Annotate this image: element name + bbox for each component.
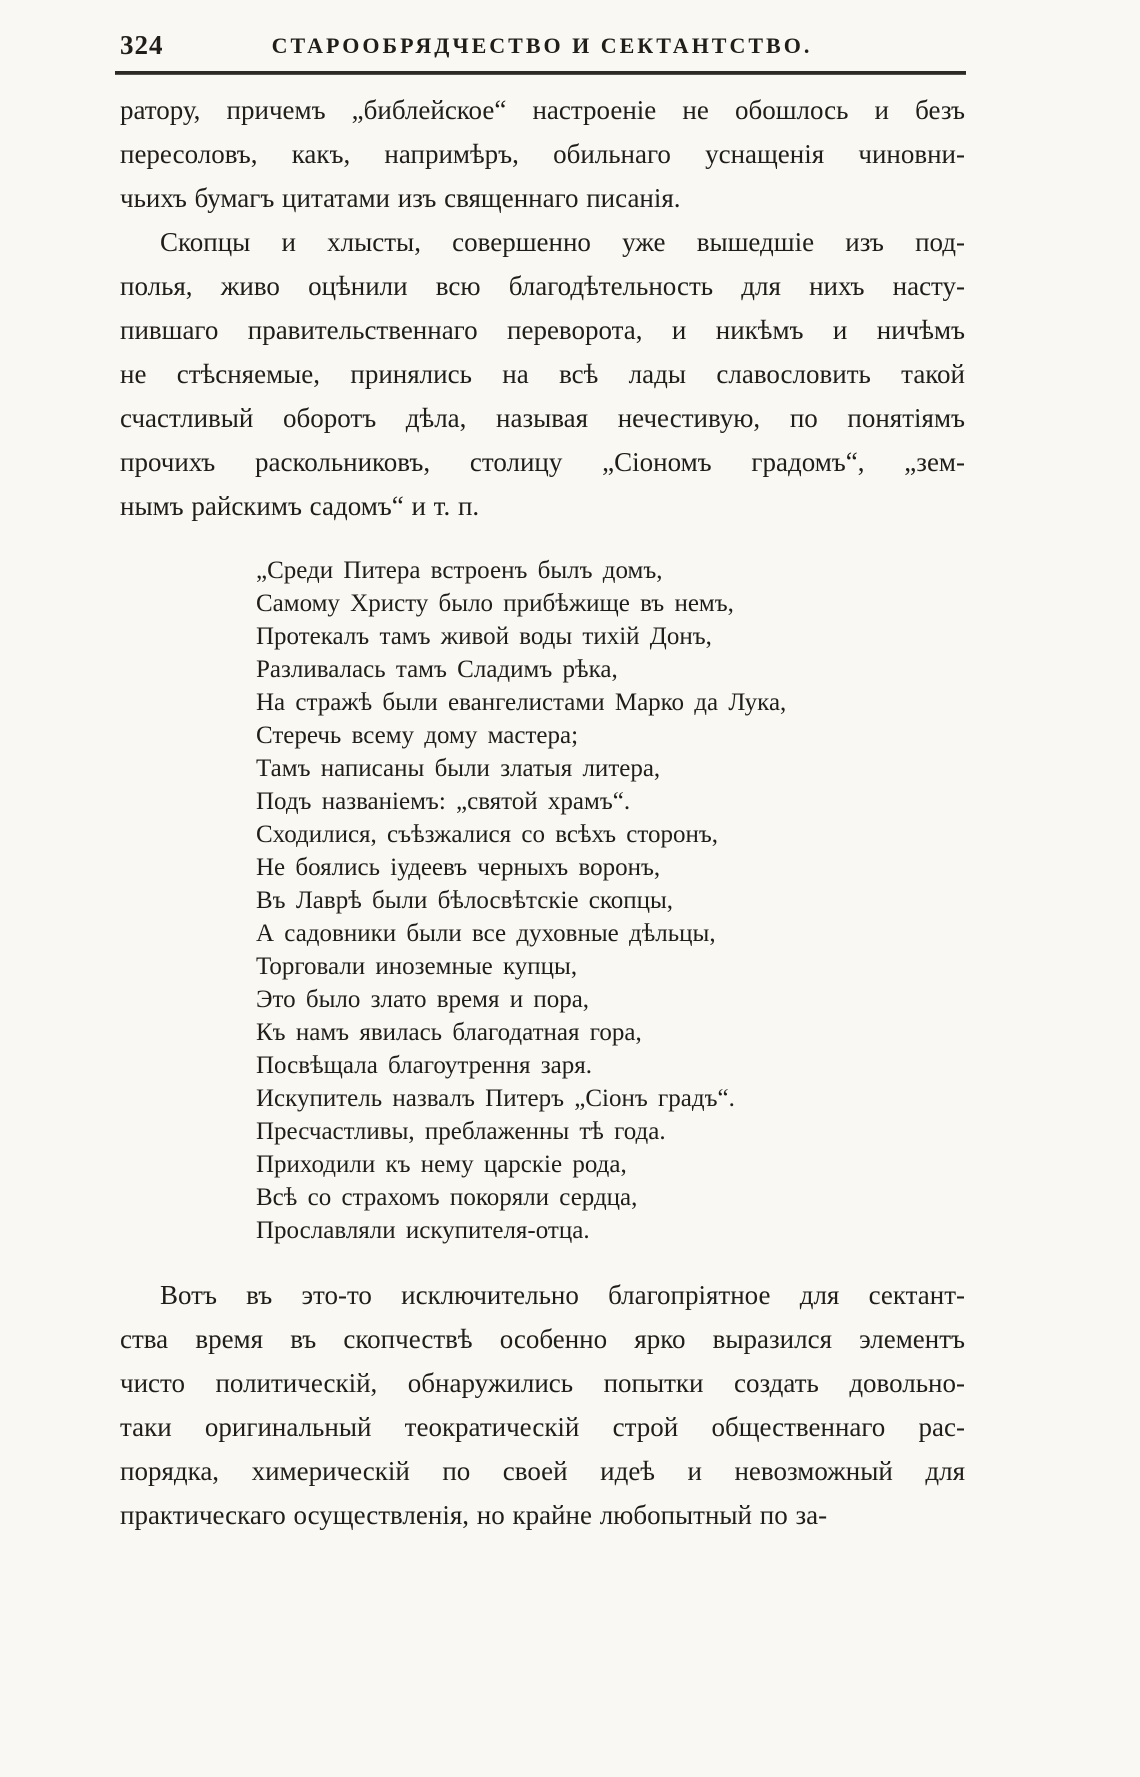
text-line: чьихъ бумагъ цитатами изъ священнаго писанія.: [120, 183, 681, 213]
verse-line: „Среди Питера встроенъ былъ домъ,: [256, 557, 663, 584]
verse-line: Стеречь всему дому мастера;: [256, 722, 579, 749]
verse-line: Подъ названіемъ: „святой храмъ“.: [256, 788, 631, 815]
text-line: полья, живо оцѣнили всю благодѣтельность для нихъ насту-: [120, 271, 965, 301]
verse-line: Самому Христу было прибѣжище въ немъ,: [256, 590, 734, 617]
verse-line: Къ намъ явилась благодатная гора,: [256, 1019, 642, 1046]
text-line: пересоловъ, какъ, напримѣръ, обильнаго уснащенія чиновни-: [120, 139, 965, 169]
text-line: нымъ райскимъ садомъ“ и т. п.: [120, 491, 480, 521]
verse-line: Не боялись іудеевъ черныхъ воронъ,: [256, 854, 661, 881]
text-line: практическаго осуществленія, но крайне любопытный по за-: [120, 1500, 828, 1530]
text-line: таки оригинальный теократическій строй общественнаго рас-: [120, 1412, 965, 1442]
text-line: ратору, причемъ „библейское“ настроеніе не обошлось и безъ: [120, 95, 965, 125]
paragraph-skoptsy: [120, 220, 965, 528]
text-line: прочихъ раскольниковъ, столицу „Сіономъ градомъ“, „зем-: [120, 447, 965, 477]
text-line: счастливый оборотъ дѣла, называя нечестивую, по понятіямъ: [120, 403, 965, 433]
verse-line: А садовники были все духовные дѣльцы,: [256, 920, 716, 947]
verse-line: Искупитель назвалъ Питеръ „Сіонъ градъ“.: [256, 1085, 735, 1112]
text-line: пившаго правительственнаго переворота, и никѣмъ и ничѣмъ: [120, 315, 965, 345]
text-line: порядка, химерическій по своей идеѣ и невозможный для: [120, 1456, 965, 1486]
verse-line: На стражѣ были евангелистами Марко да Лука,: [256, 689, 787, 716]
verse-line: Посвѣщала благоутрення заря.: [256, 1052, 592, 1079]
verse-line: Торговали иноземные купцы,: [256, 953, 578, 980]
verse-line: Пресчастливы, преблаженны тѣ года.: [256, 1118, 666, 1145]
running-header-title: СТАРООБРЯДЧЕСТВО И СЕКТАНТСТВО.: [271, 33, 813, 58]
verse-line: Сходилися, съѣзжалися со всѣхъ сторонъ,: [256, 821, 719, 848]
text-block: [120, 88, 965, 1537]
verse-block: [256, 554, 965, 1247]
verse-line: Прославляли искупителя-отца.: [256, 1217, 590, 1244]
verse-line: Приходили къ нему царскіе рода,: [256, 1151, 627, 1178]
text-line: Скопцы и хлысты, совершенно уже вышедшіе изъ под-: [160, 227, 965, 257]
verse-line: Всѣ со страхомъ покоряли сердца,: [256, 1184, 638, 1211]
paragraph-continuation: [120, 88, 965, 220]
verse-line: Тамъ написаны были златыя литера,: [256, 755, 661, 782]
verse-line: Въ Лаврѣ были бѣлосвѣтскіе скопцы,: [256, 887, 674, 914]
text-line: не стѣсняемые, принялись на всѣ лады славословить такой: [120, 359, 965, 389]
text-line: Вотъ въ это-то исключительно благопріятное для сектант-: [160, 1280, 965, 1310]
verse-line: Протекалъ тамъ живой воды тихій Донъ,: [256, 623, 712, 650]
verse-line: Разливалась тамъ Сладимъ рѣка,: [256, 656, 618, 683]
text-line: чисто политическій, обнаружились попытки создать довольно-: [120, 1368, 965, 1398]
header-rule: [115, 71, 966, 75]
text-line: ства время въ скопчествѣ особенно ярко выразился элементъ: [120, 1324, 965, 1354]
paragraph-final: [120, 1273, 965, 1537]
page-header: [118, 30, 966, 64]
page-number: 324: [120, 30, 164, 60]
verse-line: Это было злато время и пора,: [256, 986, 590, 1013]
